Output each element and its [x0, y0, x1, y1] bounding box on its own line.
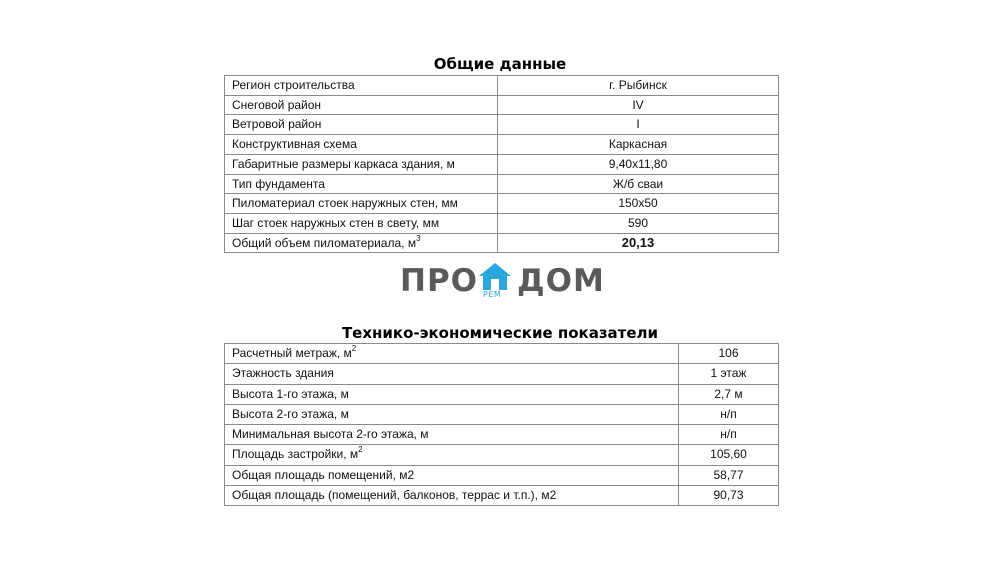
row-label: Высота 1-го этажа, м [225, 384, 679, 404]
table-row [225, 213, 779, 233]
row-label [225, 233, 498, 253]
table-row [225, 135, 779, 155]
house-icon [478, 262, 512, 292]
indicators-title: Технико-экономические показатели [341, 324, 659, 342]
row-label-text: Общий объем пиломатериала, м [232, 235, 417, 250]
row-label [225, 344, 679, 364]
row-value: н/п [679, 404, 779, 424]
table-row [225, 95, 779, 115]
indicators-table [224, 343, 779, 506]
table-row [225, 76, 779, 96]
row-label: Снеговой район [225, 95, 498, 115]
table-row [225, 154, 779, 174]
row-label: Пиломатериал стоек наружных стен, мм [225, 194, 498, 214]
row-label: Высота 2-го этажа, м [225, 404, 679, 424]
table-row [225, 425, 779, 445]
unit-superscript: 2 [358, 445, 363, 455]
row-label-text: Расчетный метраж, м [232, 346, 352, 360]
row-value: IV [498, 95, 779, 115]
row-label: Общая площадь (помещений, балконов, террас и т.п.), м2 [225, 486, 679, 506]
row-label: Общая площадь помещений, м2 [225, 465, 679, 485]
logo-sub-text: РЕМ [483, 290, 502, 299]
table-row [225, 486, 779, 506]
table-row [225, 174, 779, 194]
table-row [225, 364, 779, 384]
row-value: 105,60 [679, 445, 779, 465]
logo-word-right: ДОМ [517, 263, 605, 299]
row-label: Габаритные размеры каркаса здания, м [225, 154, 498, 174]
row-value: 590 [498, 213, 779, 233]
pro-dom-logo [400, 260, 605, 302]
unit-superscript: 3 [416, 233, 421, 243]
row-label: Тип фундамента [225, 174, 498, 194]
row-value: 150x50 [498, 194, 779, 214]
row-label: Конструктивная схема [225, 135, 498, 155]
row-label: Ветровой район [225, 115, 498, 135]
row-value: 90,73 [679, 486, 779, 506]
row-value: Ж/б сваи [498, 174, 779, 194]
table-row [225, 384, 779, 404]
table-row [225, 445, 779, 465]
row-label: Регион строительства [225, 76, 498, 96]
row-value: 58,77 [679, 465, 779, 485]
general-data-table [224, 75, 779, 253]
row-value: 9,40x11,80 [498, 154, 779, 174]
table-row [225, 344, 779, 364]
row-value: I [498, 115, 779, 135]
row-value: 106 [679, 344, 779, 364]
unit-superscript: 2 [351, 344, 357, 353]
row-value: 20,13 [498, 233, 779, 253]
table-row [225, 404, 779, 424]
row-value: 2,7 м [679, 384, 779, 404]
row-label: Минимальная высота 2-го этажа, м [225, 425, 679, 445]
row-value: г. Рыбинск [498, 76, 779, 96]
general-data-title: Общие данные [433, 55, 567, 73]
row-value: Каркасная [498, 135, 779, 155]
row-value: н/п [679, 425, 779, 445]
table-row [225, 115, 779, 135]
row-value: 1 этаж [679, 364, 779, 384]
row-label: Шаг стоек наружных стен в свету, мм [225, 213, 498, 233]
row-label [225, 445, 679, 465]
row-label-text: Площадь застройки, м [232, 447, 359, 462]
logo-word-left: ПРО [400, 263, 479, 299]
table-row [225, 465, 779, 485]
row-label: Этажность здания [225, 364, 679, 384]
table-row [225, 233, 779, 253]
table-row [225, 194, 779, 214]
